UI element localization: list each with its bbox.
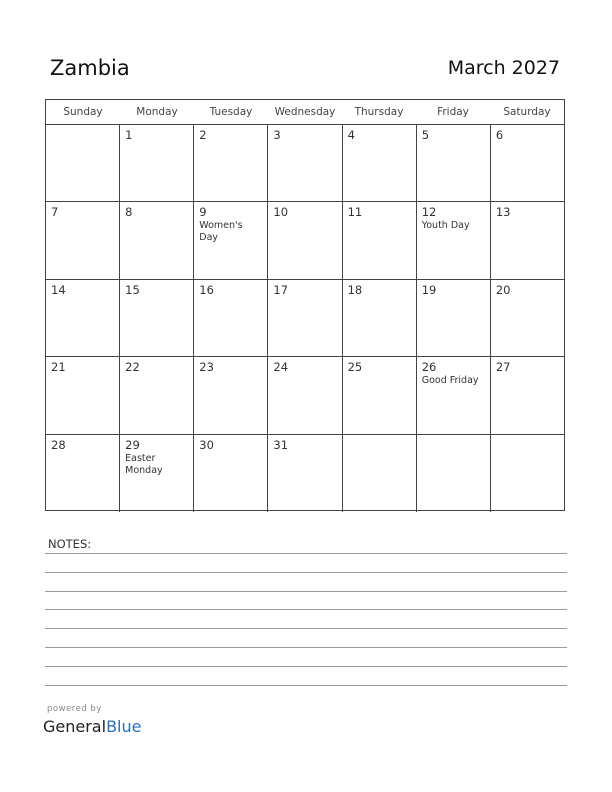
day-cell (46, 357, 120, 433)
day-cell (46, 280, 120, 356)
day-cell (343, 357, 417, 433)
day-cell (120, 202, 194, 278)
note-line (45, 609, 567, 610)
week-row (46, 202, 564, 279)
day-cell (417, 125, 491, 201)
day-number: 16 (199, 282, 214, 297)
day-number: 21 (51, 360, 66, 375)
day-cell (343, 202, 417, 278)
day-cell (268, 435, 342, 512)
day-cell (120, 125, 194, 201)
weekday-tuesday: Tuesday (209, 106, 253, 118)
weekday-header-row (46, 100, 564, 125)
day-number: 11 (347, 205, 363, 220)
brand-general: General (43, 717, 107, 736)
day-number: 27 (495, 360, 511, 375)
day-cell (417, 202, 491, 278)
day-cell (491, 280, 564, 356)
day-number: 17 (273, 282, 289, 297)
day-number: 7 (51, 205, 59, 220)
day-cell (491, 435, 564, 512)
note-line (45, 685, 567, 686)
day-number: 15 (125, 282, 140, 297)
day-cell (343, 125, 417, 201)
day-cell (343, 280, 417, 356)
weekday-thursday: Thursday (354, 106, 404, 118)
day-number: 30 (199, 437, 214, 452)
day-cell (46, 125, 120, 201)
day-cell (46, 202, 120, 278)
day-number: 19 (421, 282, 437, 297)
note-line (45, 666, 567, 667)
day-cell (491, 357, 564, 433)
day-number: 20 (495, 282, 511, 297)
weekday-wednesday: Wednesday (274, 106, 336, 118)
day-number: 3 (273, 128, 281, 142)
day-cell (268, 202, 342, 278)
day-cell (268, 357, 342, 433)
weeks-container (46, 125, 564, 512)
day-cell (194, 280, 268, 356)
day-cell (194, 435, 268, 512)
day-cell (194, 357, 268, 433)
holiday-label: Women's Day (199, 220, 243, 244)
day-number: 5 (421, 128, 430, 142)
day-cell (417, 357, 491, 433)
day-cell (268, 280, 342, 356)
notes-label: NOTES: (48, 537, 92, 551)
brand-logo (43, 717, 141, 736)
day-cell (343, 435, 417, 512)
day-cell (417, 435, 491, 512)
day-number: 13 (495, 205, 511, 220)
day-number: 28 (51, 437, 66, 452)
day-cell (120, 357, 194, 433)
day-cell (491, 125, 564, 201)
note-line (45, 591, 567, 592)
day-cell (268, 125, 342, 201)
day-cell (417, 280, 491, 356)
day-number: 14 (51, 282, 66, 297)
day-cell (194, 125, 268, 201)
day-cell (120, 280, 194, 356)
day-number: 9 (199, 205, 207, 220)
day-number: 31 (273, 437, 289, 452)
day-number: 2 (199, 128, 207, 142)
day-number: 24 (273, 360, 289, 375)
day-number: 22 (125, 360, 140, 375)
note-line (45, 628, 567, 629)
week-row (46, 125, 564, 202)
day-number: 26 (421, 360, 437, 375)
holiday-label: Good Friday (421, 375, 479, 387)
note-line (45, 647, 567, 648)
day-number: 8 (125, 205, 133, 220)
calendar-grid (45, 99, 565, 511)
day-number: 29 (125, 437, 140, 452)
brand-blue: Blue (106, 717, 142, 736)
day-number: 25 (347, 360, 363, 375)
month-title: March 2027 (447, 57, 560, 79)
holiday-label: Youth Day (421, 220, 470, 232)
country-title: Zambia (50, 56, 130, 80)
day-number: 23 (199, 360, 214, 375)
powered-by-text: powered by (47, 704, 102, 714)
day-number: 12 (421, 205, 437, 220)
note-line (45, 553, 567, 554)
weekday-saturday: Saturday (503, 106, 551, 118)
week-row (46, 435, 564, 512)
day-cell (120, 435, 194, 512)
day-cell (491, 202, 564, 278)
day-number: 4 (347, 128, 355, 142)
day-number: 10 (273, 205, 289, 220)
day-cell (46, 435, 120, 512)
day-number: 1 (125, 128, 133, 142)
weekday-friday: Friday (437, 106, 469, 118)
day-cell (194, 202, 268, 278)
week-row (46, 357, 564, 434)
day-number: 6 (495, 128, 504, 142)
weekday-monday: Monday (136, 106, 178, 118)
weekday-sunday: Sunday (63, 106, 103, 118)
week-row (46, 280, 564, 357)
note-line (45, 572, 567, 573)
holiday-label: Easter Monday (125, 452, 163, 476)
day-number: 18 (347, 282, 363, 297)
